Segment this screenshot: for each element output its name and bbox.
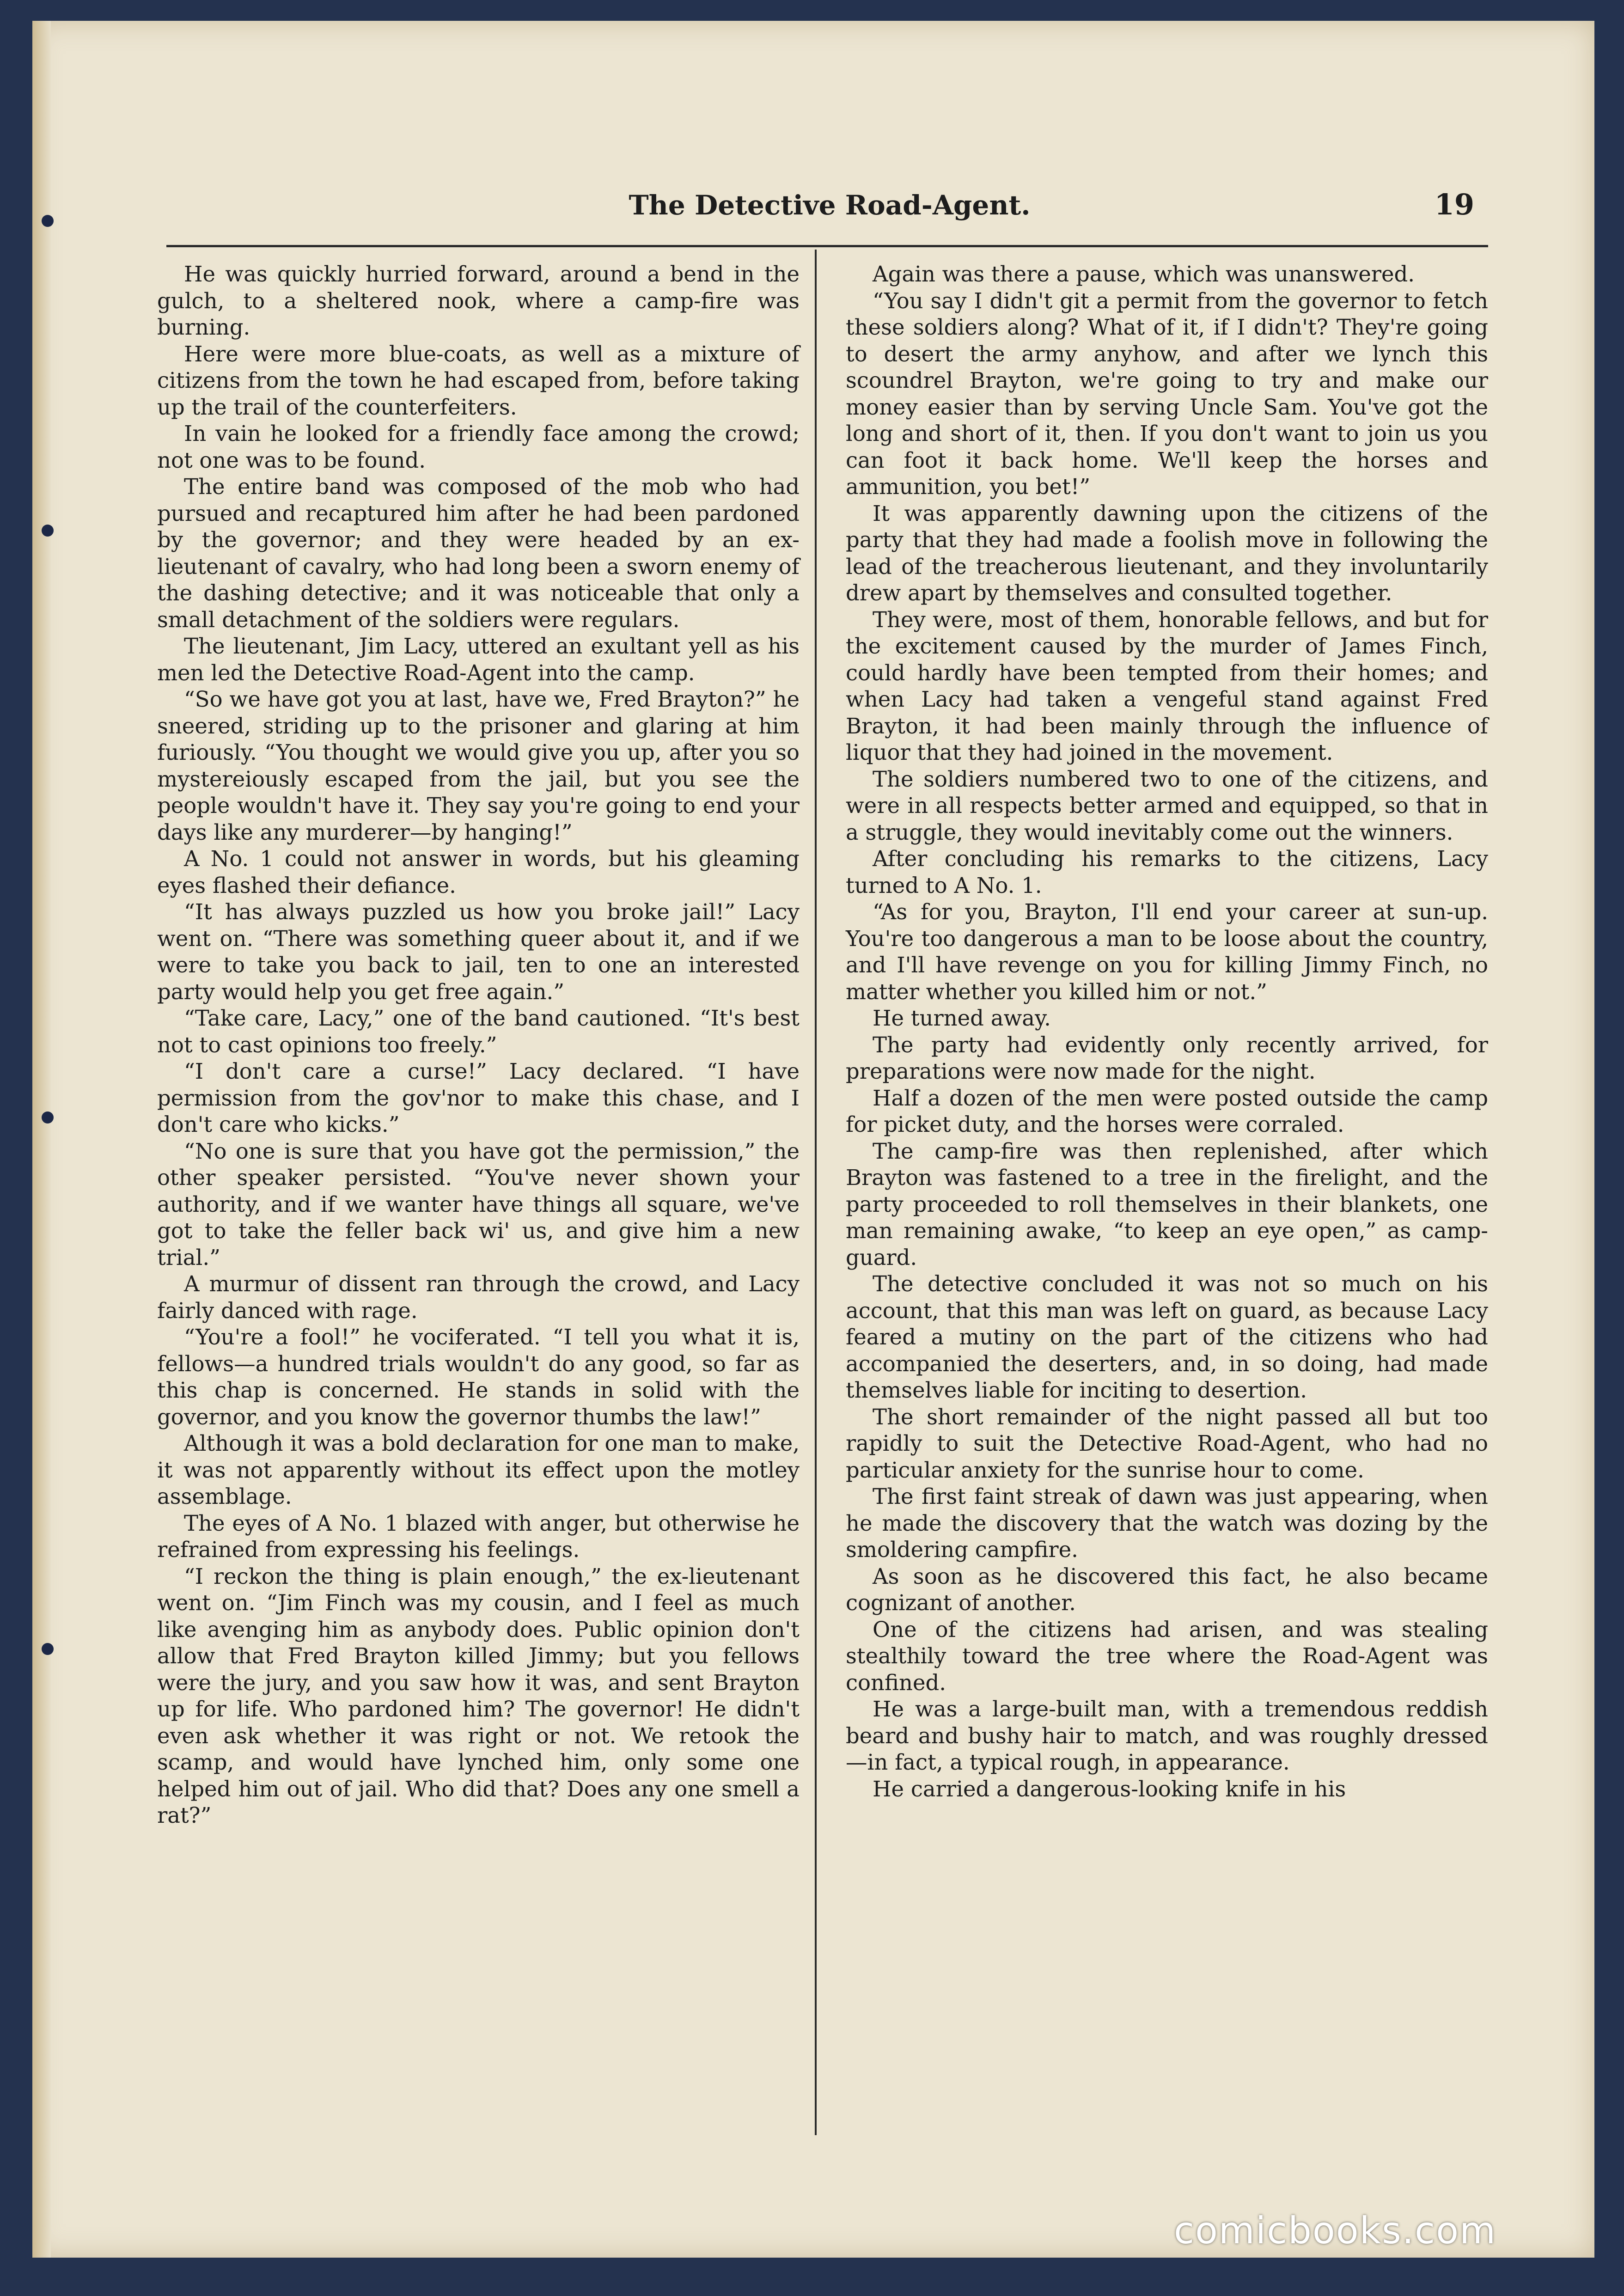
column-divider bbox=[815, 250, 817, 2135]
right-column bbox=[846, 261, 1488, 1802]
paragraph: “You say I didn't git a permit from the governor to fetch these soldiers along? What of it, if I didn't? They're going to desert the army anyhow, and after we lynch this scoundrel Brayton, we're going to try and make our money easier than by serving Uncle Sam. You've got the long and short of it, then. If you don't want to join us you can foot it back home. We'll keep the horses and ammunition, you bet!” bbox=[846, 288, 1488, 499]
paragraph: Here were more blue-coats, as well as a mixture of citizens from the town he had escaped from, before taking up the trail of the counterfeiters. bbox=[157, 341, 800, 420]
paragraph: The entire band was composed of the mob who had pursued and recaptured him after he had been pardoned by the governor; and they were headed by an ex-lieutenant of cavalry, who had long been a sworn enemy of the dashing detective; and it was noticeable that only a small detachment of the soldiers were regulars. bbox=[157, 474, 800, 632]
paragraph: “I reckon the thing is plain enough,” the ex-lieutenant went on. “Jim Finch was my cousin, and I feel as much like avenging him as anybody does. Public opinion don't allow that Fred Brayton killed Jimmy; but you fellows were the jury, and you saw how it was, and sent Brayton up for life. Who pardoned him? The governor! He didn't even ask whether it was right or not. We retook the scamp, and would have lynched him, only some one helped him out of jail. Who did that? Does any one smell a rat?” bbox=[157, 1563, 800, 1828]
paragraph: A No. 1 could not answer in words, but his gleaming eyes flashed their defiance. bbox=[157, 846, 800, 898]
paragraph: The eyes of A No. 1 blazed with anger, but otherwise he refrained from expressing his feelings. bbox=[157, 1510, 800, 1562]
paragraph: “Take care, Lacy,” one of the band cautioned. “It's best not to cast opinions too freely.” bbox=[157, 1006, 800, 1057]
paragraph: The party had evidently only recently arrived, for preparations were now made for the night. bbox=[846, 1032, 1488, 1084]
paragraph: He carried a dangerous-looking knife in his bbox=[873, 1776, 1346, 1801]
paragraph: “It has always puzzled us how you broke jail!” Lacy went on. “There was something queer about it, and if we were to take you back to jail, ten to one an interested party would help you get free again.” bbox=[157, 899, 800, 1004]
binding-stitch bbox=[42, 525, 54, 537]
paragraph: The first faint streak of dawn was just appearing, when he made the discovery that the watch was dozing by the smoldering campfire. bbox=[846, 1484, 1488, 1562]
paragraph: Again was there a pause, which was unanswered. bbox=[873, 262, 1415, 287]
paragraph: As soon as he discovered this fact, he also became cognizant of another. bbox=[846, 1563, 1488, 1615]
paragraph: The detective concluded it was not so much on his account, that this man was left on guard, as because Lacy feared a mutiny on the part of the citizens who had accompanied the deserters, and, in so doing, had made themselves liable for inciting to desertion. bbox=[846, 1271, 1488, 1403]
binding-stitch bbox=[42, 1111, 54, 1124]
page-header bbox=[166, 185, 1493, 236]
site-watermark: comicbooks.com bbox=[1174, 2209, 1497, 2252]
paragraph: “You're a fool!” he vociferated. “I tell you what it is, fellows—a hundred trials wouldn't do any good, so far as this chap is concerned. He stands in solid with the governor, and you know the governor thumbs the law!” bbox=[157, 1325, 800, 1429]
paragraph: He turned away. bbox=[873, 1006, 1051, 1031]
binding-stitch bbox=[42, 1643, 54, 1655]
paragraph: After concluding his remarks to the citizens, Lacy turned to A No. 1. bbox=[846, 846, 1488, 898]
running-title: The Detective Road-Agent. bbox=[629, 189, 1031, 221]
paragraph: “As for you, Brayton, I'll end your career at sun-up. You're too dangerous a man to be loose about the country, and I'll have revenge on you for killing Jimmy Finch, no matter whether you killed him or not.” bbox=[846, 899, 1488, 1004]
binding-stitch bbox=[42, 215, 54, 227]
header-rule bbox=[166, 245, 1488, 247]
paragraph: One of the citizens had arisen, and was stealing stealthily toward the tree where the Road-Agent was confined. bbox=[846, 1617, 1488, 1695]
paragraph: The soldiers numbered two to one of the citizens, and were in all respects better armed and equipped, so that in a struggle, they would inevitably come out the winners. bbox=[846, 766, 1488, 845]
paragraph: He was a large-built man, with a tremendous reddish beard and bushy hair to match, and was roughly dressed—in fact, a typical rough, in appearance. bbox=[846, 1697, 1488, 1775]
page-number: 19 bbox=[1434, 188, 1474, 221]
binding-gutter bbox=[32, 21, 51, 2258]
paragraph: “No one is sure that you have got the permission,” the other speaker persisted. “You've never shown your authority, and if we wanter have things all square, we've got to take the feller back wi' us, and give him a new trial.” bbox=[157, 1138, 800, 1270]
paragraph: “I don't care a curse!” Lacy declared. “I have permission from the gov'nor to make this chase, and I don't care who kicks.” bbox=[157, 1059, 800, 1137]
paragraph: The lieutenant, Jim Lacy, uttered an exultant yell as his men led the Detective Road-Agent into the camp. bbox=[157, 634, 800, 685]
paragraph: Half a dozen of the men were posted outside the camp for picket duty, and the horses were corraled. bbox=[846, 1085, 1488, 1137]
paragraph: In vain he looked for a friendly face among the crowd; not one was to be found. bbox=[157, 421, 800, 473]
magazine-page bbox=[32, 21, 1594, 2258]
paragraph: The short remainder of the night passed all but too rapidly to suit the Detective Road-Agent, who had no particular anxiety for the sunrise hour to come. bbox=[846, 1404, 1488, 1483]
paragraph: Although it was a bold declaration for one man to make, it was not apparently without its effect upon the motley assemblage. bbox=[157, 1431, 800, 1509]
paragraph: They were, most of them, honorable fellows, and but for the excitement caused by the murder of James Finch, could hardly have been tempted from their homes; and when Lacy had taken a vengeful stand against Fred Brayton, it had been mainly through the influence of liquor that they had joined in the movement. bbox=[846, 607, 1488, 765]
paragraph: It was apparently dawning upon the citizens of the party that they had made a foolish move in following the lead of the treacherous lieutenant, and they involuntarily drew apart by themselves and consulted together. bbox=[846, 501, 1488, 605]
paragraph: The camp-fire was then replenished, after which Brayton was fastened to a tree in the firelight, and the party proceeded to roll themselves in their blankets, one man remaining awake, “to keep an eye open,” as camp-guard. bbox=[846, 1138, 1488, 1270]
paragraph: “So we have got you at last, have we, Fred Brayton?” he sneered, striding up to the prisoner and glaring at him furiously. “You thought we would give you up, after you so mystereiously escaped from the jail, but you see the people wouldn't have it. They say you're going to end your days like any murderer—by hanging!” bbox=[157, 687, 800, 845]
left-column bbox=[157, 261, 800, 1829]
paragraph: A murmur of dissent ran through the crowd, and Lacy fairly danced with rage. bbox=[157, 1271, 800, 1323]
paragraph: He was quickly hurried forward, around a bend in the gulch, to a sheltered nook, where a camp-fire was burning. bbox=[157, 262, 800, 340]
